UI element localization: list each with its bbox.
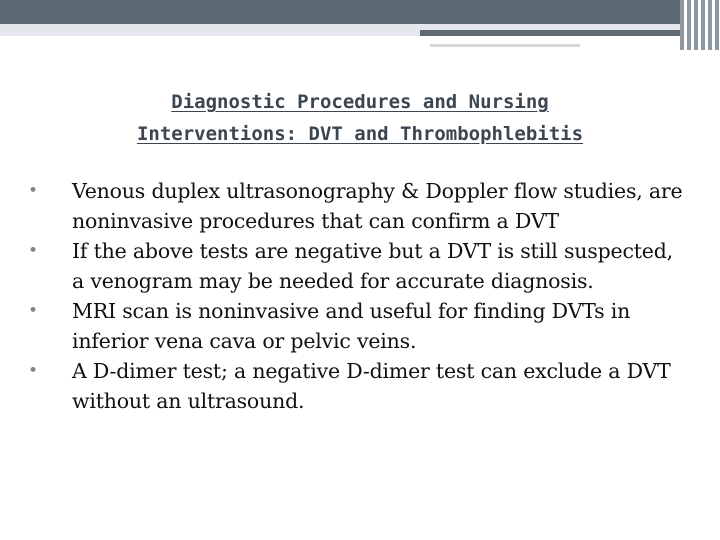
bullet-text-2: If the above tests are negative but a DVT is still suspected, a venogram may be needed for accurate diagnosis. [72, 239, 673, 293]
corner-stripes-decoration [680, 0, 720, 50]
bullet-icon: • [28, 301, 38, 321]
bullet-item-3 [28, 296, 688, 356]
header-accent-bar [420, 30, 720, 36]
bullet-list [28, 176, 688, 416]
bullet-item-1 [28, 176, 688, 236]
bullet-item-4 [28, 356, 688, 416]
slide-title-line-1: Diagnostic Procedures and Nursing [171, 91, 549, 113]
bullet-text-3: MRI scan is noninvasive and useful for finding DVTs in inferior vena cava or pelvic veins. [72, 299, 631, 353]
bullet-icon: • [28, 241, 38, 261]
bullet-item-2 [28, 236, 688, 296]
bullet-text-4: A D-dimer test; a negative D-dimer test can exclude a DVT without an ultrasound. [72, 359, 671, 413]
slide-title [40, 86, 680, 150]
slide-title-line-2: Interventions: DVT and Thrombophlebitis [136, 123, 584, 145]
bullet-icon: • [28, 361, 38, 381]
bullet-text-1: Venous duplex ultrasonography & Doppler flow studies, are noninvasive procedures that can confirm a DVT [72, 179, 683, 233]
header-bar-dark [0, 0, 720, 24]
bullet-icon: • [28, 181, 38, 201]
header-accent-line [430, 44, 580, 47]
